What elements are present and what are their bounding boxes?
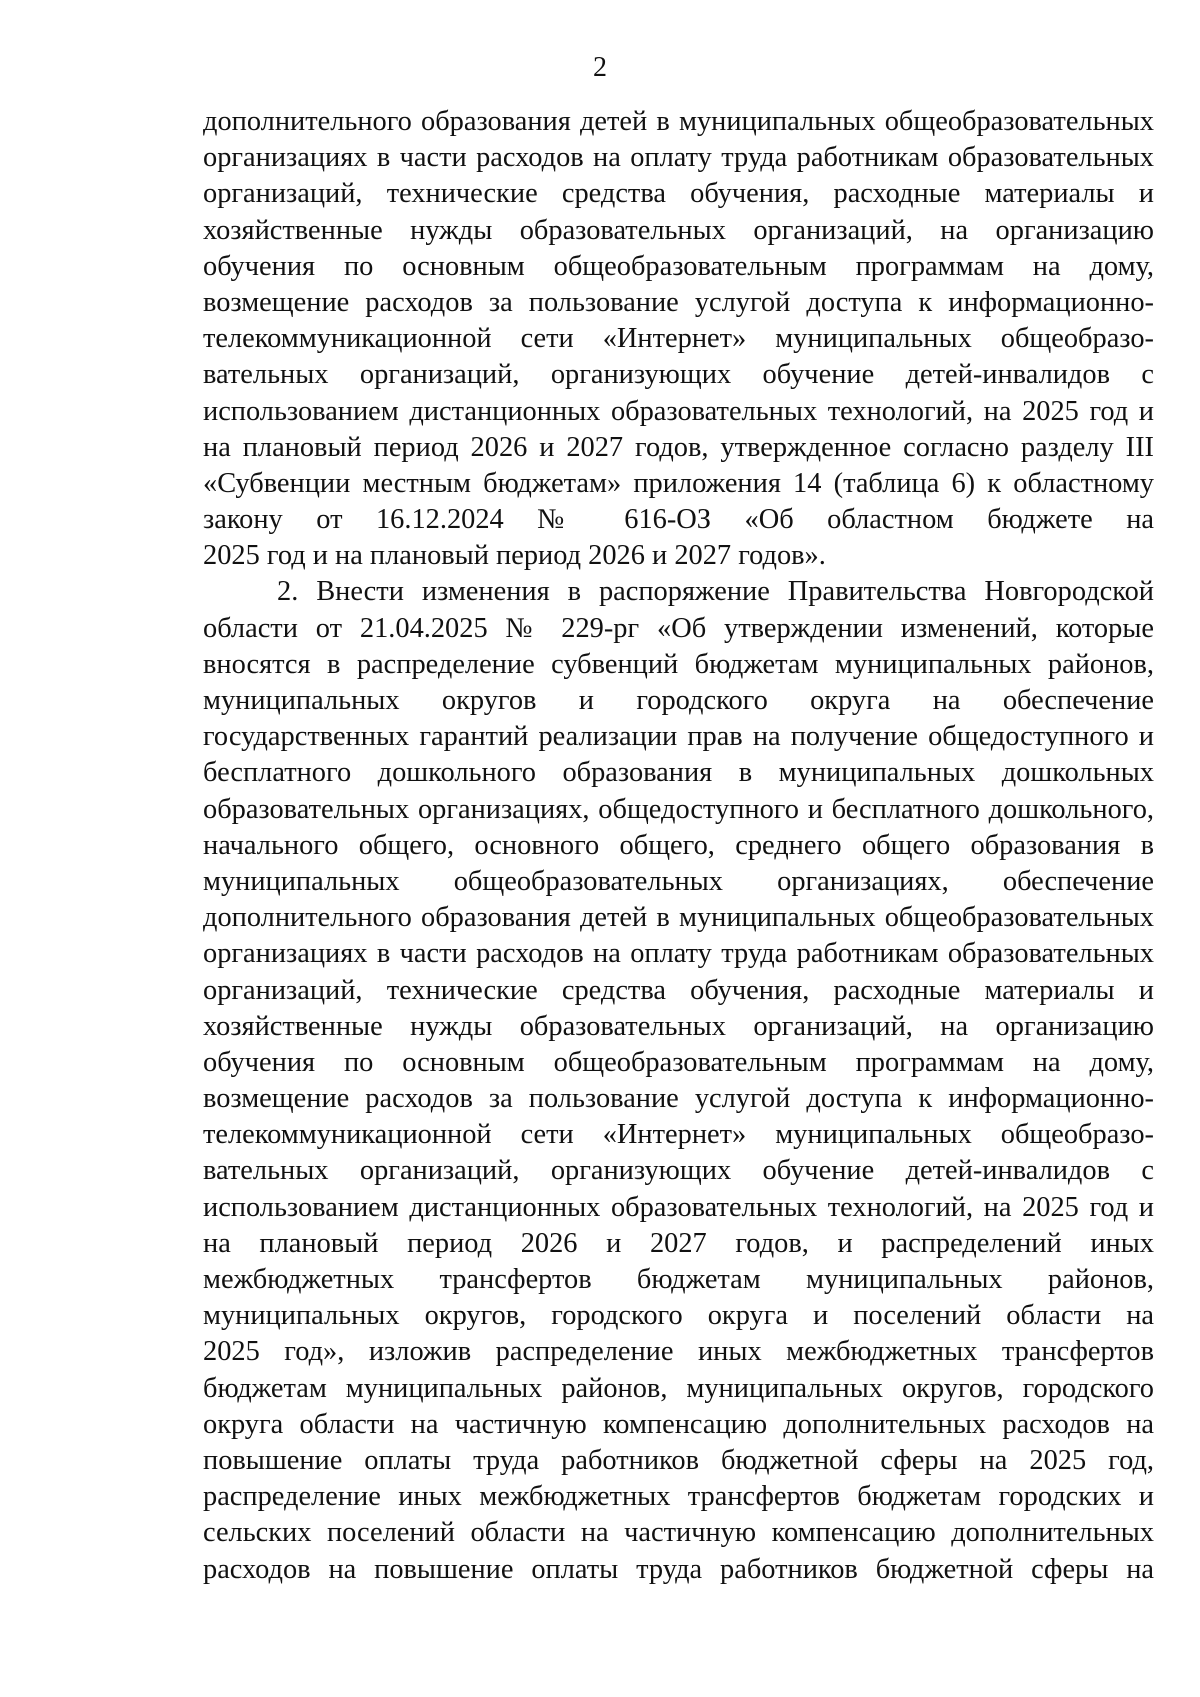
text-line: телекоммуникационной сети «Интернет» муниципальных общеобразо- (203, 1119, 1154, 1151)
text-line: организаций, технические средства обучения, расходные материалы и (203, 178, 1154, 210)
text-line: телекоммуникационной сети «Интернет» муниципальных общеобразо- (203, 323, 1154, 355)
text-line: на плановый период 2026 и 2027 годов, утвержденное согласно разделу III (203, 431, 1154, 463)
text-line: хозяйственные нужды образовательных организаций, на организацию (203, 1010, 1154, 1042)
text-line: межбюджетных трансфертов бюджетам муниципальных районов, (203, 1264, 1154, 1295)
text-line: дополнительного образования детей в муниципальных общеобразовательных (203, 106, 1154, 137)
text-line: организациях в части расходов на оплату труда работникам образовательных (203, 142, 1154, 174)
text-line: обучения по основным общеобразовательным программам на дому, (203, 250, 1154, 282)
text-line: сельских поселений области на частичную компенсацию дополнительных (203, 1517, 1154, 1549)
text-line: бесплатного дошкольного образования в муниципальных дошкольных (203, 757, 1154, 789)
text-line: возмещение расходов за пользование услугой доступа к информационно- (203, 1083, 1154, 1115)
page-number: 2 (593, 52, 607, 83)
text-line: возмещение расходов за пользование услугой доступа к информационно- (203, 286, 1154, 318)
text-line: государственных гарантий реализации прав на получение общедоступного и (203, 721, 1154, 753)
text-line: вносятся в распределение субвенций бюджетам муниципальных районов, (203, 648, 1154, 680)
text-line: образовательных организациях, общедоступного и бесплатного дошкольного, (203, 793, 1154, 825)
text-line: организаций, технические средства обучения, расходные материалы и (203, 974, 1154, 1006)
document-body (203, 104, 1154, 1588)
text-line: использованием дистанционных образовательных технологий, на 2025 год и (203, 395, 1154, 427)
text-line: муниципальных округов и городского округа на обеспечение (203, 685, 1154, 716)
paragraph-end-line: 2025 год и на плановый период 2026 и 2027 годов». (203, 540, 826, 572)
text-line: вательных организаций, организующих обучение детей-инвалидов с (203, 359, 1154, 391)
text-line: начального общего, основного общего, среднего общего образования в (203, 829, 1154, 861)
text-line: обучения по основным общеобразовательным программам на дому, (203, 1046, 1154, 1078)
text-line: дополнительного образования детей в муниципальных общеобразовательных (203, 902, 1154, 934)
text-line: закону от 16.12.2024 № 616-ОЗ «Об областном бюджете на (203, 504, 1154, 536)
paragraph-start-line: 2. Внести изменения в распоряжение Правительства Новгородской (277, 576, 1154, 608)
text-line: распределение иных межбюджетных трансфертов бюджетам городских и (203, 1481, 1154, 1513)
text-line: муниципальных общеобразовательных организациях, обеспечение (203, 865, 1154, 897)
text-line: «Субвенции местным бюджетам» приложения 14 (таблица 6) к областному (203, 467, 1154, 499)
text-line: на плановый период 2026 и 2027 годов, и распределений иных (203, 1227, 1154, 1259)
text-line: муниципальных округов, городского округа и поселений области на (203, 1300, 1154, 1332)
text-line: округа области на частичную компенсацию дополнительных расходов на (203, 1408, 1154, 1440)
text-line: использованием дистанционных образовательных технологий, на 2025 год и (203, 1191, 1154, 1223)
text-line: организациях в части расходов на оплату труда работникам образовательных (203, 938, 1154, 970)
text-line: бюджетам муниципальных районов, муниципальных округов, городского (203, 1372, 1154, 1404)
text-line: области от 21.04.2025 № 229-рг «Об утверждении изменений, которые (203, 612, 1154, 644)
text-line: хозяйственные нужды образовательных организаций, на организацию (203, 214, 1154, 246)
text-line: расходов на повышение оплаты труда работников бюджетной сферы на (203, 1553, 1154, 1585)
text-line: повышение оплаты труда работников бюджетной сферы на 2025 год, (203, 1444, 1154, 1476)
text-line: 2025 год», изложив распределение иных межбюджетных трансфертов (203, 1336, 1154, 1368)
text-line: вательных организаций, организующих обучение детей-инвалидов с (203, 1155, 1154, 1187)
